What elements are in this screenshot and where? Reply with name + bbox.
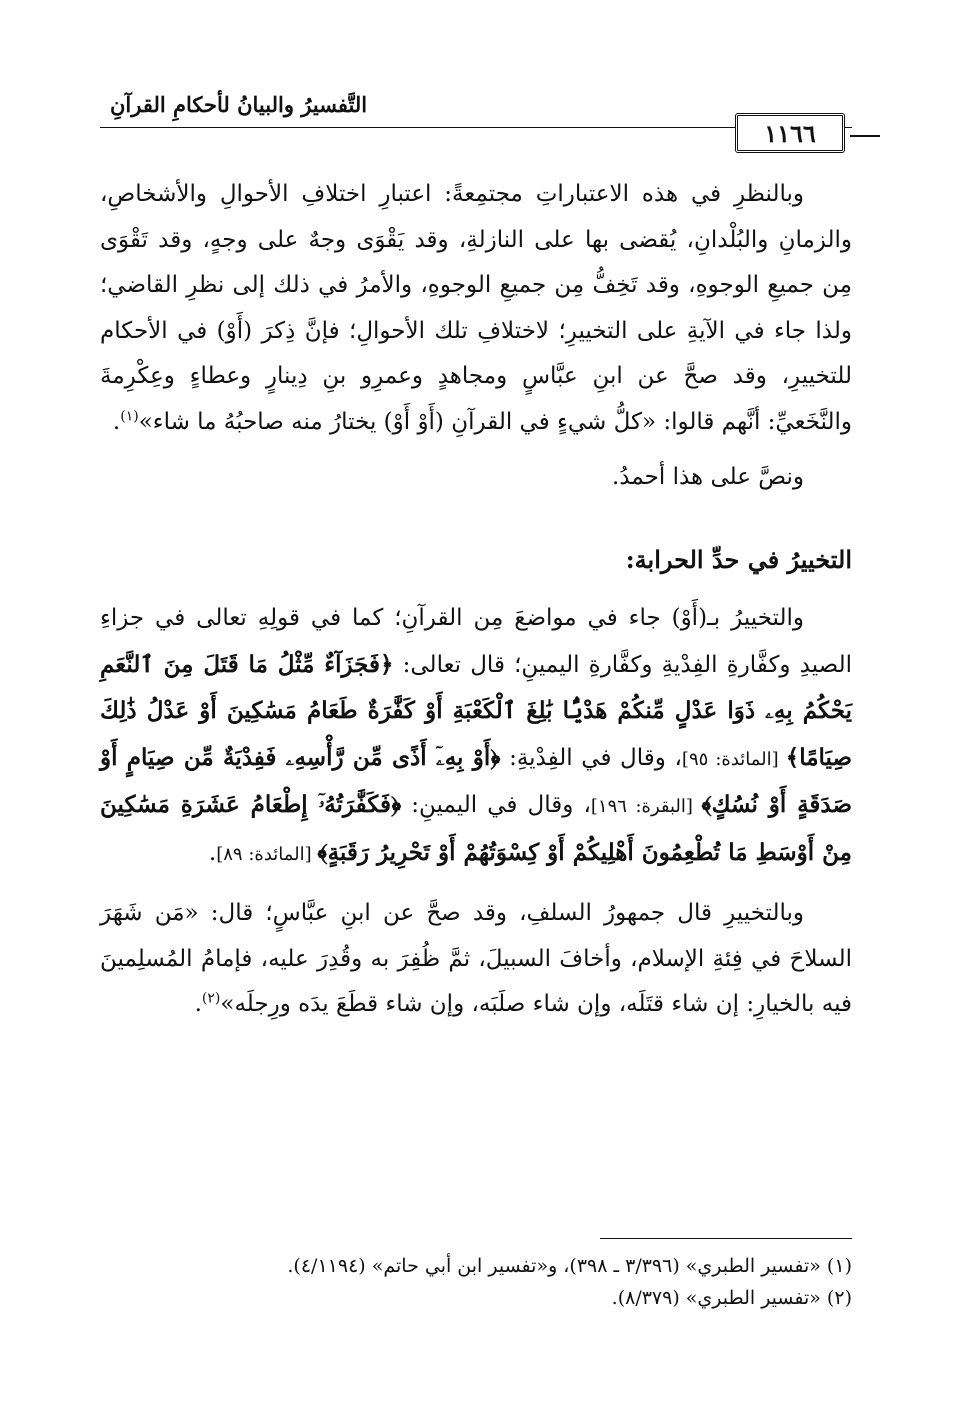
verse-ref-1: [المائدة: ٩٥] (681, 748, 786, 770)
quran-verse-3: ﴿فَكَفَّٰرَتُهُۥٓ إِطْعَامُ عَشَرَةِ مَسَٰكِينَ مِنْ أَوْسَطِ مَا تُطْعِمُونَ أَهْلِيكُمْ أَوْ كِسْوَتُهُمْ أَوْ تَحْرِيرُ رَقَبَةٍ﴾ (100, 791, 852, 866)
paragraph-3-text-a: والتخييرُ بـ(أَوْ) جاء في مواضعَ مِن القرآنِ؛ كما في قولِهِ تعالى في جزاءِ الصيدِ وكفَّارةِ الفِدْيةِ وكفَّارةِ اليمينِ؛ قال تعالى: (100, 605, 853, 678)
footnote-1: (١) «تفسير الطبري» (٣/٣٩٦ ـ ٣٩٨)، و«تفسير ابن أبي حاتم» (٤/١١٩٤). (287, 1255, 852, 1277)
paragraph-1-end: . (112, 408, 121, 435)
header-rule-accent (850, 135, 880, 137)
footnote-ref-1[interactable]: (١) (120, 407, 139, 424)
paragraph-1-text: وبالنظرِ في هذه الاعتباراتِ مجتمِعةً: اعتبارِ اختلافِ الأحوالِ والأشخاصِ، والزمانِ والبُلْدانِ، يُقضى بها على النازلةِ، وقد يَقْوَى وجهٌ على وجهٍ، وقد تَقْوَى مِن جميعِ الوجوهِ، وقد تَخِفُّ مِن جميعِ الوجوهِ، والأمرُ في ذلك إلى نظرِ القاضي؛ ولذا جاء في الآيةِ على التخييرِ؛ لاختلافِ تلك الأحوالِ؛ فإنَّ ذِكرَ (أَوْ) في الأحكام للتخييرِ، وقد صحَّ عن ابنِ عبَّاسٍ ومجاهدٍ وعمرِو بنِ دِينارٍ وعطاءٍ وعِكْرِمةَ والنَّخَعيِّ: أنَّهم قالوا: «كلُّ شيءٍ في القرآنِ (أَوْ أَوْ) يختارُ منه صاحبُهُ ما شاء» (100, 181, 852, 435)
paragraph-1 (100, 172, 852, 445)
footnote-separator (600, 1238, 852, 1239)
page-number: ١١٦٦ (764, 118, 816, 148)
paragraph-4-end: . (194, 991, 202, 1017)
footnote-2: (٢) «تفسير الطبري» (٨/٣٧٩). (611, 1287, 852, 1309)
paragraph-4 (100, 891, 852, 1028)
verse-ref-3: [المائدة: ٨٩] (216, 843, 318, 865)
footnote-ref-2[interactable]: (٢) (201, 990, 221, 1007)
running-header-title: التَّفسيرُ والبيانُ لأحكامِ القرآنِ (110, 92, 368, 117)
quran-verse-2: ﴿أَوْ بِهِۦٓ أَذًى مِّن رَّأْسِهِۦ فَفِدْيَةٌ مِّن صِيَامٍ أَوْ صَدَقَةٍ أَوْ نُسُكٍ﴾ (100, 743, 852, 818)
verse-ref-2: [البقرة: ١٩٦] (590, 796, 702, 817)
paragraph-3-text-c: ، وقال في اليمينِ: (401, 792, 591, 818)
section-heading: التخييرُ في حدِّ الحرابة: (625, 544, 852, 574)
paragraph-2: ونصَّ على هذا أحمدُ. (611, 464, 804, 490)
page-number-box (735, 113, 845, 153)
paragraph-3-text-b: ، وقال في الفِدْيةِ: (500, 744, 682, 771)
paragraph-4-text: وبالتخييرِ قال جمهورُ السلفِ، وقد صحَّ عن ابنِ عبَّاسٍ؛ قال: «مَن شَهَرَ السلاحَ في فِئةِ الإسلام، وأخافَ السبيلَ، ثمَّ ظُفِرَ به وقُدِرَ عليه، فإمامُ المُسلِمينَ فيه بالخيارِ: إن شاء قتَلَه، وإن شاء صلَبَه، وإن شاء قطَعَ يدَه ورِجلَه» (100, 900, 852, 1017)
quran-verse-1: ﴿فَجَزَآءٌ مِّثْلُ مَا قَتَلَ مِنَ ٱلنَّعَمِ يَحْكُمُ بِهِۦ ذَوَا عَدْلٍ مِّنكُمْ هَدْيًۢا بَٰلِغَ ٱلْكَعْبَةِ أَوْ كَفَّٰرَةٌ طَعَامُ مَسَٰكِينَ أَوْ عَدْلُ ذَٰلِكَ صِيَامًا﴾ (100, 650, 853, 771)
paragraph-3 (100, 596, 852, 877)
main-text (100, 172, 852, 1028)
footnotes (100, 1250, 852, 1314)
paragraph-3-end: . (208, 839, 217, 866)
